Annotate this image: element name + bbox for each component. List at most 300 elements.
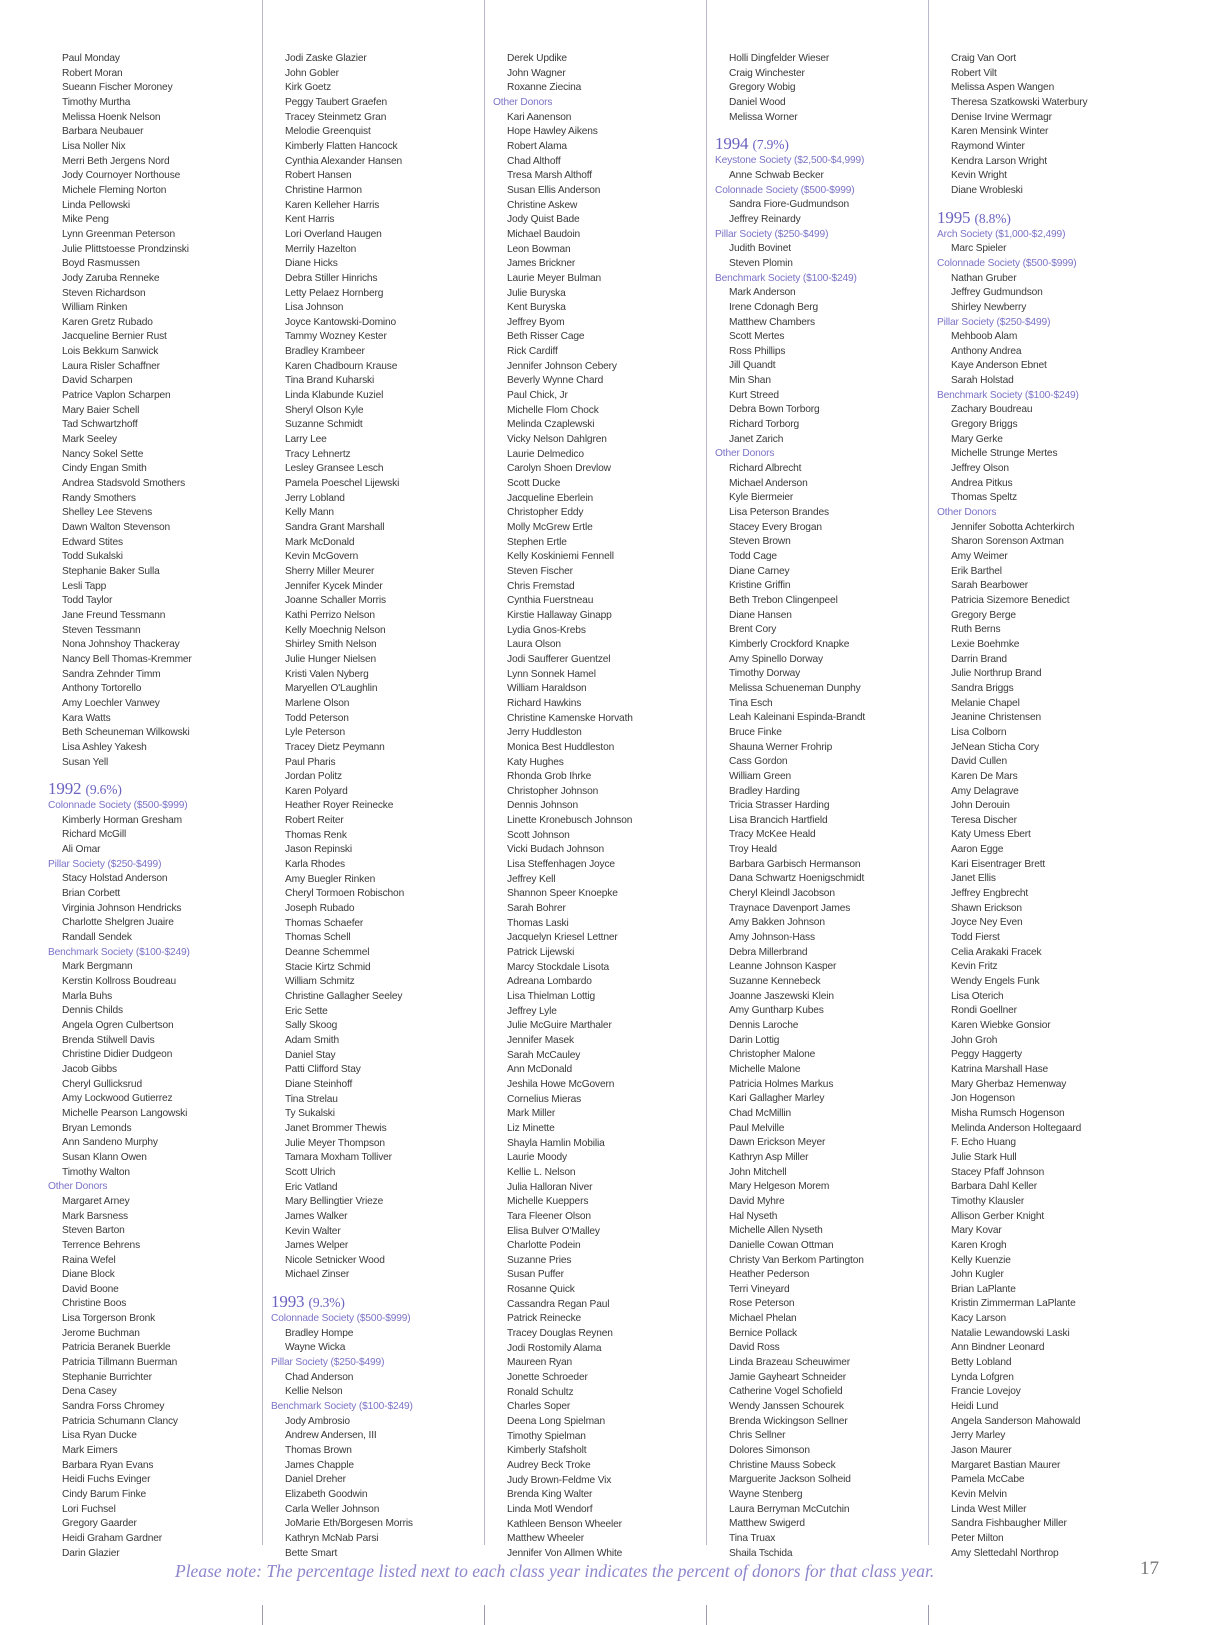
donor-name: Celia Arakaki Fracek xyxy=(951,946,1042,958)
donor-name: Kristi Valen Nyberg xyxy=(285,668,369,680)
donor-name: Bradley Hompe xyxy=(285,1327,354,1339)
donor-name: Katy Umess Ebert xyxy=(951,829,1031,841)
donor-name: Beth Scheuneman Wilkowski xyxy=(62,727,190,739)
donor-name: Lisa Thielman Lottig xyxy=(507,991,595,1002)
donor-name: Karen Mensink Winter xyxy=(951,126,1049,138)
donor-name: Charlotte Podein xyxy=(507,1240,581,1252)
donor-name: Joseph Rubado xyxy=(285,903,355,915)
donor-name: Laura Risler Schaffner xyxy=(62,360,160,372)
donor-name: Cheryl Kleindl Jacobson xyxy=(729,888,835,900)
donor-name: Lisa Ryan Ducke xyxy=(62,1430,137,1442)
donor-name: Ann Bindner Leonard xyxy=(951,1342,1045,1354)
donor-name: Jeffrey Kell xyxy=(507,873,556,885)
donor-name: F. Echo Huang xyxy=(951,1137,1016,1149)
donor-name: Jody Ambrosio xyxy=(285,1415,350,1427)
donor-name: Jason Maurer xyxy=(951,1445,1012,1457)
donor-name: Erik Barthel xyxy=(951,565,1002,577)
donor-name: Derek Updike xyxy=(507,53,567,64)
donor-name: Michael Phelan xyxy=(729,1313,797,1325)
donor-name: Wayne Wicka xyxy=(285,1342,346,1354)
donor-name: Wendy Janssen Schourek xyxy=(729,1401,844,1413)
donor-name: Lisa Ashley Yakesh xyxy=(62,741,147,753)
donor-name: Tad Schwartzhoff xyxy=(62,419,138,431)
donor-name: Tracey Steinmetz Gran xyxy=(285,111,387,123)
donor-name: Monica Best Huddleston xyxy=(507,741,615,753)
donor-name: Kent Harris xyxy=(285,214,335,226)
donor-name: Shaila Tschida xyxy=(729,1547,793,1559)
donor-name: Chad McMillin xyxy=(729,1107,792,1119)
donor-name: Maryellen O'Laughlin xyxy=(285,683,378,695)
donor-name: Sherry Miller Meurer xyxy=(285,565,375,577)
donor-name: Merrily Hazelton xyxy=(285,243,357,255)
donor-name: Charlotte Shelgren Juaire xyxy=(62,917,174,929)
donor-name: Patricia Schumann Clancy xyxy=(62,1415,178,1427)
donor-name: Mark Bergmann xyxy=(62,961,133,973)
donor-name: Diane Hicks xyxy=(285,258,338,270)
donor-name: Cornelius Mieras xyxy=(507,1093,582,1105)
donor-name: Danielle Cowan Ottman xyxy=(729,1239,834,1251)
donor-name: Misha Rumsch Hogenson xyxy=(951,1107,1065,1119)
donor-name: Mehboob Alam xyxy=(951,331,1018,343)
donor-name: Vicky Nelson Dahlgren xyxy=(507,434,607,446)
donor-name: Andrea Pitkus xyxy=(951,477,1013,489)
donor-name: Mark Eimers xyxy=(62,1445,118,1457)
donor-name: Sarah Bohrer xyxy=(507,903,566,915)
donor-name: Lydia Gnos-Krebs xyxy=(507,624,586,636)
donor-name: Anthony Tortorello xyxy=(62,683,142,695)
donor-name: Timothy Klausler xyxy=(951,1195,1025,1207)
donor-name: Debra Millerbrand xyxy=(729,946,808,958)
donor-name: Joyce Ney Even xyxy=(951,917,1023,929)
donor-name: Lori Fuchsel xyxy=(62,1503,116,1515)
donor-name: Mary Gerke xyxy=(951,433,1003,445)
donor-name: Tina Strelau xyxy=(285,1093,338,1105)
giving-society-heading: Benchmark Society ($100-$249) xyxy=(715,272,857,284)
donor-name: Todd Sukalski xyxy=(62,551,123,563)
donor-name: Tina Truax xyxy=(729,1532,776,1544)
donor-name: Amy Spinello Dorway xyxy=(729,653,823,665)
donor-name: Kathryn McNab Parsi xyxy=(285,1532,379,1544)
donor-name: Kathleen Benson Wheeler xyxy=(507,1518,622,1530)
donor-name: Jeffrey Gudmundson xyxy=(951,287,1043,299)
donor-name: Tracy McKee Heald xyxy=(729,829,816,841)
donor-name: Kelly Moechnig Nelson xyxy=(285,624,386,636)
donor-name: Jordan Politz xyxy=(285,771,342,783)
donor-name: William Haraldson xyxy=(507,683,587,695)
donor-name: Stacey Pfaff Johnson xyxy=(951,1166,1045,1178)
donor-name: Todd Peterson xyxy=(285,712,349,724)
donor-name: Deena Long Spielman xyxy=(507,1416,605,1428)
donor-name: Carla Weller Johnson xyxy=(285,1503,380,1515)
donor-name: Wendy Engels Funk xyxy=(951,976,1040,988)
donor-name: Karla Rhodes xyxy=(285,859,345,871)
donor-name: Linette Kronebusch Johnson xyxy=(507,815,633,827)
donor-name: Dawn Erickson Meyer xyxy=(729,1137,826,1149)
donor-name: Mark Seeley xyxy=(62,434,117,446)
donor-name: Liz Minette xyxy=(507,1122,555,1134)
donor-name: Kent Buryska xyxy=(507,302,566,314)
donor-name: Dawn Walton Stevenson xyxy=(62,522,171,533)
donor-column-3 xyxy=(493,52,708,1562)
donor-name: Matthew Wheeler xyxy=(507,1533,585,1545)
donor-name: Rose Peterson xyxy=(729,1298,795,1310)
donor-name: Tracy Lehnertz xyxy=(285,448,351,460)
donor-name: Michele Fleming Norton xyxy=(62,184,167,196)
donor-name: Lisa Colborn xyxy=(951,726,1007,738)
donor-name: Natalie Lewandowski Laski xyxy=(951,1327,1070,1339)
donor-name: Amy Johnson-Hass xyxy=(729,932,815,944)
donor-name: Molly McGrew Ertle xyxy=(507,522,593,533)
donor-name: Julia Halloran Niver xyxy=(507,1181,593,1193)
giving-society-heading: Other Donors xyxy=(937,507,997,519)
donor-name: Kirk Goetz xyxy=(285,82,332,94)
donor-name: Marguerite Jackson Solheid xyxy=(729,1474,851,1486)
donor-name: Amy Loechler Vanwey xyxy=(62,697,160,709)
donor-column-4 xyxy=(715,52,930,1561)
donor-name: Shelley Lee Stevens xyxy=(62,507,153,519)
donor-name: Laura Olson xyxy=(507,639,561,651)
donor-name: Kimberly Horman Gresham xyxy=(62,814,182,826)
donor-name: Kimberly Stafsholt xyxy=(507,1445,587,1457)
donor-name: Christopher Eddy xyxy=(507,507,584,519)
donor-name: Beth Trebon Clingenpeel xyxy=(729,594,838,606)
donor-name: Patrick Lijewski xyxy=(507,947,575,959)
donor-name: Jill Quandt xyxy=(729,360,776,372)
donor-name: Jennifer Sobotta Achterkirch xyxy=(951,521,1075,533)
donor-name: Andrew Andersen, III xyxy=(285,1430,377,1442)
donor-name: Richard Albrecht xyxy=(729,463,802,475)
donor-name: Timothy Walton xyxy=(62,1166,130,1178)
giving-society-heading: Benchmark Society ($100-$249) xyxy=(271,1401,413,1413)
donor-name: Thomas Renk xyxy=(285,829,347,841)
donor-name: Michael Baudoin xyxy=(507,228,581,240)
donor-name: Adam Smith xyxy=(285,1034,339,1046)
giving-society-heading: Arch Society ($1,000-$2,499) xyxy=(937,228,1066,240)
donor-name: Julie Plittstoesse Prondzinski xyxy=(62,243,189,255)
donor-name: Jerome Buchman xyxy=(62,1327,140,1339)
donor-name: Patricia Beranek Buerkle xyxy=(62,1342,171,1354)
donor-name: Susan Klann Owen xyxy=(62,1151,147,1163)
donor-name: Brenda King Walter xyxy=(507,1489,593,1501)
donor-name: Stacey Every Brogan xyxy=(729,521,822,533)
giving-society-heading: Pillar Society ($250-$499) xyxy=(715,228,829,240)
donor-name: William Schmitz xyxy=(285,976,355,988)
donor-name: Shirley Smith Nelson xyxy=(285,639,377,651)
giving-society-heading: Other Donors xyxy=(493,96,553,108)
donor-name: Melinda Anderson Holtegaard xyxy=(951,1122,1082,1134)
donor-name: Francie Lovejoy xyxy=(951,1386,1021,1398)
donor-name: Daniel Dreher xyxy=(285,1474,346,1486)
donor-name: Raymond Winter xyxy=(951,140,1025,152)
donor-name: David Cullen xyxy=(951,756,1007,768)
giving-society-heading: Other Donors xyxy=(715,448,775,460)
donor-name: Michelle Allen Nyseth xyxy=(729,1225,823,1237)
donor-name: Carolyn Shoen Drevlow xyxy=(507,463,611,475)
donor-name: Christine Askew xyxy=(507,199,578,211)
donor-name: Susan Puffer xyxy=(507,1269,564,1281)
donor-name: John Kugler xyxy=(951,1269,1004,1281)
donor-name: Jacqueline Bernier Rust xyxy=(62,331,167,343)
donor-name: Kyle Biermeier xyxy=(729,492,794,504)
donor-name: Jodi Rostomily Alama xyxy=(507,1342,602,1354)
donor-name: Gregory Berge xyxy=(951,609,1016,621)
donor-name: Kristine Griffin xyxy=(729,580,791,592)
donor-name: John Derouin xyxy=(951,800,1010,812)
donor-name: Shirley Newberry xyxy=(951,301,1027,313)
donor-name: Mary Baier Schell xyxy=(62,404,140,416)
donor-name: Sandra Briggs xyxy=(951,682,1014,694)
donor-name: Joanne Jaszewski Klein xyxy=(729,990,834,1002)
donor-name: Jacqueline Eberlein xyxy=(507,492,594,504)
donor-name: Jeffrey Reinardy xyxy=(729,213,801,225)
donor-name: Daniel Wood xyxy=(729,96,786,108)
donor-name: Sheryl Olson Kyle xyxy=(285,404,364,416)
donor-name: Julie Meyer Thompson xyxy=(285,1137,385,1149)
donor-name: Kevin Fritz xyxy=(951,961,998,973)
donor-name: Tricia Strasser Harding xyxy=(729,800,830,812)
donor-name: Joyce Kantowski-Domino xyxy=(285,316,397,328)
donor-name: Lesli Tapp xyxy=(62,580,107,592)
donor-name: Sandra Grant Marshall xyxy=(285,522,385,533)
donor-name: Sueann Fischer Moroney xyxy=(62,82,173,94)
donor-name: James Welper xyxy=(285,1240,349,1252)
donor-name: Marlene Olson xyxy=(285,697,350,709)
donor-name: Brenda Stilwell Davis xyxy=(62,1034,155,1046)
donor-name: Leah Kaleinani Espinda-Brandt xyxy=(729,712,866,724)
donor-name: Eric Vatland xyxy=(285,1181,338,1193)
donor-name: Kristin Zimmerman LaPlante xyxy=(951,1298,1076,1310)
donor-name: Bette Smart xyxy=(285,1547,338,1559)
donor-name: Jodi Saufferer Guentzel xyxy=(507,653,611,665)
donor-name: Tresa Marsh Althoff xyxy=(507,170,592,182)
donor-name: Marcy Stockdale Lisota xyxy=(507,961,610,973)
donor-name: Angela Ogren Culbertson xyxy=(62,1020,174,1031)
donor-name: Rick Cardiff xyxy=(507,346,558,358)
donor-name: Paul Pharis xyxy=(285,756,336,768)
donor-name: Kevin McGovern xyxy=(285,551,359,563)
donor-name: Irene Cdonagh Berg xyxy=(729,301,819,313)
class-year-heading xyxy=(271,1293,486,1312)
donor-name: Melinda Czaplewski xyxy=(507,419,595,431)
donor-name: Katrina Marshall Hase xyxy=(951,1063,1049,1075)
donor-name: Jeffrey Lyle xyxy=(507,1005,557,1017)
donor-name: Steven Barton xyxy=(62,1225,125,1237)
donor-name: Pamela Poeschel Lijewski xyxy=(285,478,400,490)
donor-name: Gregory Wobig xyxy=(729,82,796,94)
donor-name: Christine Gallagher Seeley xyxy=(285,991,403,1002)
donor-name: JoMarie Eth/Borgesen Morris xyxy=(285,1518,413,1530)
donor-name: Hal Nyseth xyxy=(729,1210,778,1222)
donor-column-2 xyxy=(271,52,486,1561)
donor-name: Catherine Vogel Schofield xyxy=(729,1386,843,1398)
donor-name: Denise Irvine Wermagr xyxy=(951,111,1052,123)
donor-name: Kelly Koskiniemi Fennell xyxy=(507,551,614,563)
donor-name: Linda Klabunde Kuziel xyxy=(285,390,384,402)
donor-name: Michelle Malone xyxy=(729,1063,801,1075)
donor-name: James Walker xyxy=(285,1210,348,1222)
donor-name: Darrin Brand xyxy=(951,653,1007,665)
donor-name: Jonette Schroeder xyxy=(507,1372,588,1384)
donor-name: Eric Sette xyxy=(285,1005,328,1017)
donor-name: Kimberly Flatten Hancock xyxy=(285,140,398,152)
donor-name: Diane Steinhoff xyxy=(285,1078,353,1090)
donor-name: Heidi Graham Gardner xyxy=(62,1532,163,1544)
donor-name: Karen Kelleher Harris xyxy=(285,199,380,211)
donor-name: Terrence Behrens xyxy=(62,1239,141,1251)
donor-name: Brian LaPlante xyxy=(951,1283,1016,1295)
class-year-heading xyxy=(715,135,930,154)
donor-name: Robert Moran xyxy=(62,67,123,79)
donor-name: Elisa Bulver O'Malley xyxy=(507,1225,600,1237)
donor-name: Dena Casey xyxy=(62,1386,117,1398)
giving-society-heading: Pillar Society ($250-$499) xyxy=(271,1357,385,1369)
donor-name: Jane Freund Tessmann xyxy=(62,609,166,621)
donor-name: Kellie L. Nelson xyxy=(507,1166,576,1178)
donor-name: Melissa Schueneman Dunphy xyxy=(729,682,861,694)
donor-name: Ruth Berns xyxy=(951,624,1001,636)
donor-name: Jerry Lobland xyxy=(285,492,345,504)
donor-name: Pamela McCabe xyxy=(951,1474,1025,1486)
donor-name: Steven Brown xyxy=(729,536,791,548)
donor-name: Maureen Ryan xyxy=(507,1357,573,1369)
donor-name: Timothy Spielman xyxy=(507,1430,586,1442)
donor-name: Steven Richardson xyxy=(62,287,146,299)
donor-name: Robert Reiter xyxy=(285,815,344,827)
class-year: 1993 xyxy=(271,1292,305,1312)
donor-name: Troy Heald xyxy=(729,844,777,856)
donor-name: Kimberly Crockford Knapke xyxy=(729,638,850,650)
donor-name: Letty Pelaez Hornberg xyxy=(285,287,384,299)
donor-name: Kevin Walter xyxy=(285,1225,341,1237)
donor-name: Edward Stites xyxy=(62,536,123,548)
donor-name: Diane Hansen xyxy=(729,609,792,621)
donor-name: Min Shan xyxy=(729,375,771,387)
donor-name: Steven Plomin xyxy=(729,257,793,269)
donor-name: Cynthia Fuerstneau xyxy=(507,595,594,607)
donor-name: Richard Hawkins xyxy=(507,697,582,709)
donor-name: Karen Chadbourn Krause xyxy=(285,360,398,372)
donor-name: Kevin Wright xyxy=(951,170,1007,182)
donor-name: Suzanne Schmidt xyxy=(285,419,363,431)
donor-name: Julie Northrup Brand xyxy=(951,668,1042,680)
donor-name: Linda West Miller xyxy=(951,1503,1027,1515)
donor-name: Stephanie Baker Sulla xyxy=(62,565,160,577)
donor-name: Susan Ellis Anderson xyxy=(507,184,601,196)
donor-name: Dennis Johnson xyxy=(507,800,578,812)
donor-name: Todd Cage xyxy=(729,551,777,562)
donor-name: Roxanne Ziecina xyxy=(507,82,582,94)
donor-name: Joanne Schaller Morris xyxy=(285,595,386,607)
donor-name: Scott Ducke xyxy=(507,478,561,490)
donor-name: Bryan Lemonds xyxy=(62,1122,132,1134)
donor-name: Judy Brown-Feldme Vix xyxy=(507,1474,612,1486)
donor-name: Bradley Harding xyxy=(729,785,800,797)
donor-name: Nicole Setnicker Wood xyxy=(285,1254,385,1266)
donor-name: Brent Cory xyxy=(729,624,777,636)
donor-name: Mary Kovar xyxy=(951,1225,1002,1237)
donor-name: Jody Zaruba Renneke xyxy=(62,272,160,284)
donor-name: Cheryl Gullicksrud xyxy=(62,1078,142,1090)
donor-name: Kaye Anderson Ebnet xyxy=(951,360,1047,372)
donor-name: Lynn Sonnek Hamel xyxy=(507,668,596,680)
donor-name: Ali Omar xyxy=(62,844,101,856)
donor-name: Diane Wrobleski xyxy=(951,184,1023,196)
donor-name: Lisa Johnson xyxy=(285,302,344,314)
donor-name: Diane Carney xyxy=(729,565,790,577)
donor-name: Beth Risser Cage xyxy=(507,331,585,343)
donor-name: Steven Tessmann xyxy=(62,624,141,636)
donor-name: Barbara Dahl Keller xyxy=(951,1181,1038,1193)
donor-name: Timothy Murtha xyxy=(62,96,131,108)
donor-name: Jodi Zaske Glazier xyxy=(285,53,367,64)
donor-name: Melanie Chapel xyxy=(951,697,1020,709)
donor-name: Suzanne Kennebeck xyxy=(729,976,821,988)
class-year: 1992 xyxy=(48,779,82,799)
donor-name: Karen Krogh xyxy=(951,1239,1007,1251)
donor-name: Shayla Hamlin Mobilia xyxy=(507,1137,605,1149)
donor-name: Sandra Forss Chromey xyxy=(62,1401,165,1413)
donor-name: Michelle Strunge Mertes xyxy=(951,448,1058,460)
donor-name: Theresa Szatkowski Waterbury xyxy=(951,96,1088,108)
donor-name: Jerry Marley xyxy=(951,1430,1006,1442)
donor-name: Karen De Mars xyxy=(951,770,1018,782)
donor-name: Robert Alama xyxy=(507,140,567,152)
donor-name: Leon Bowman xyxy=(507,243,571,255)
donor-percentage: (7.9%) xyxy=(752,137,789,153)
donor-name: Patricia Holmes Markus xyxy=(729,1078,834,1090)
donor-percentage: (8.8%) xyxy=(974,210,1011,226)
donor-name: Terri Vineyard xyxy=(729,1283,790,1295)
donor-name: Laura Berryman McCutchin xyxy=(729,1503,850,1515)
donor-name: Kerstin Kollross Boudreau xyxy=(62,976,177,988)
donor-name: Timothy Dorway xyxy=(729,668,801,680)
donor-name: David Ross xyxy=(729,1342,780,1354)
donor-name: Linda Motl Wendorf xyxy=(507,1503,593,1515)
giving-society-heading: Benchmark Society ($100-$249) xyxy=(937,389,1079,401)
donor-name: Jeanine Christensen xyxy=(951,712,1042,724)
donor-name: Karen Wiebke Gonsior xyxy=(951,1020,1051,1031)
page-number: 17 xyxy=(1140,1558,1159,1579)
donor-name: Julie Buryska xyxy=(507,287,566,299)
class-year: 1994 xyxy=(715,134,749,154)
donor-name: Brian Corbett xyxy=(62,888,121,900)
donor-name: Lyle Peterson xyxy=(285,727,345,739)
donor-name: Christy Van Berkom Partington xyxy=(729,1254,864,1266)
donor-name: Sarah McCauley xyxy=(507,1049,581,1061)
donor-name: Jacob Gibbs xyxy=(62,1063,117,1075)
donor-name: Sandra Zehnder Timm xyxy=(62,668,161,680)
donor-name: Lesley Gransee Lesch xyxy=(285,463,384,475)
donor-name: Laurie Meyer Bulman xyxy=(507,272,601,284)
donor-name: Margaret Arney xyxy=(62,1195,130,1207)
giving-society-heading: Keystone Society ($2,500-$4,999) xyxy=(715,155,865,167)
donor-name: Sally Skoog xyxy=(285,1020,338,1032)
donor-name: Thomas Laski xyxy=(507,917,569,929)
donor-name: Nancy Sokel Sette xyxy=(62,448,144,460)
giving-society-heading: Pillar Society ($250-$499) xyxy=(937,316,1051,328)
giving-society-heading: Colonnade Society ($500-$999) xyxy=(48,800,188,812)
donor-name: Kellie Nelson xyxy=(285,1386,343,1398)
donor-name: Sandra Fishbaugher Miller xyxy=(951,1518,1067,1530)
column-divider xyxy=(484,1605,485,1625)
donor-name: Matthew Chambers xyxy=(729,316,815,328)
donor-name: Sharon Sorenson Axtman xyxy=(951,536,1064,548)
donor-name: Betty Lobland xyxy=(951,1357,1012,1369)
column-divider xyxy=(262,1605,263,1625)
donor-name: Adreana Lombardo xyxy=(507,976,592,988)
giving-society-heading: Benchmark Society ($100-$249) xyxy=(48,946,190,958)
donor-name: Chris Fremstad xyxy=(507,580,575,592)
